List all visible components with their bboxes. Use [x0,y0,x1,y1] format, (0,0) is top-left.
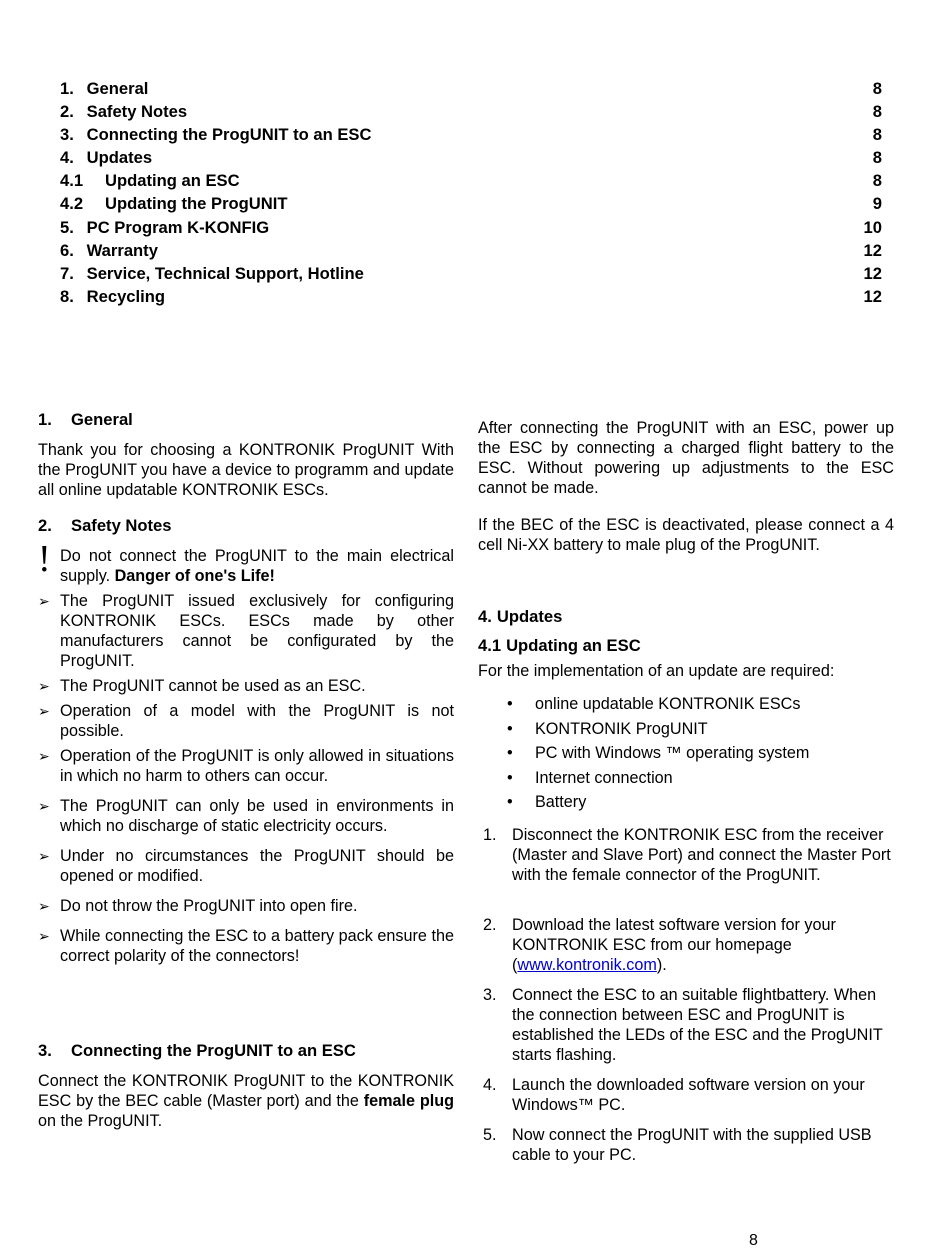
toc-entry[interactable] [60,239,882,262]
toc-page: 8 [872,102,882,122]
toc-page: 8 [872,148,882,168]
list-item [38,846,454,886]
list-item-text: PC with Windows ™ operating system [535,744,810,762]
step-number: 2. [483,916,497,934]
bullet-icon: • [507,744,513,762]
section-title: Updating an ESC [506,636,641,655]
list-item-text: KONTRONIK ProgUNIT [535,719,708,738]
safety-warning [38,538,454,586]
list-item-text: The ProgUNIT cannot be used as an ESC. [60,677,366,695]
list-item [478,790,894,815]
list-item [38,896,454,916]
section-heading-updates [478,607,894,627]
toc-number: 4. [60,148,74,168]
toc-title: Service, Technical Support, Hotline [86,263,364,283]
section-heading-connecting [38,1041,454,1061]
table-of-contents [60,77,882,308]
list-item-text: The ProgUNIT can only be used in environments in which no discharge of static electricity occurs. [60,797,454,835]
toc-title: PC Program K-KONFIG [86,217,270,237]
toc-entry[interactable] [60,262,882,285]
section-title: General [71,410,133,429]
exclamation-icon: ! [38,538,51,580]
toc-page: 12 [863,240,882,260]
list-item [478,766,894,791]
toc-title: Updating an ESC [105,171,240,191]
toc-number: 8. [60,286,74,306]
arrow-bullet-icon: ➢ [38,928,50,944]
toc-entry[interactable] [60,192,882,215]
connecting-paragraph [38,1071,454,1131]
list-item-text: online updatable KONTRONIK ESCs [535,695,801,713]
toc-entry[interactable] [60,146,882,169]
list-item [38,701,454,741]
step-text: Download the latest software version for your KONTRONIK ESC from our homepage ( [512,916,836,974]
connecting-text: on the ProgUNIT. [38,1112,163,1130]
section-title: Updates [496,607,563,626]
toc-number: 6. [60,240,74,260]
toc-title: General [86,79,149,98]
connecting-text: Connect the KONTRONIK ProgUNIT to the KONTRONIK ESC by the BEC cable (Master port) and the [38,1072,454,1110]
toc-entry[interactable] [60,285,882,308]
toc-title: Connecting the ProgUNIT to an ESC [86,125,372,145]
toc-number: 1. [60,79,74,98]
list-item-text: The ProgUNIT issued exclusively for configuring KONTRONIK ESCs. ESCs made by other manufacturers cannot be configurated by the ProgUNIT. [60,592,454,670]
toc-page: 8 [872,171,882,191]
step-text: ). [656,956,667,974]
section-title: Connecting the ProgUNIT to an ESC [71,1041,356,1060]
list-item [38,796,454,836]
subsection-heading-updating-esc [478,636,894,656]
toc-number: 4.1 [60,171,84,191]
toc-page: 8 [872,79,882,98]
toc-page: 10 [863,217,882,237]
step-number: 1. [483,826,497,844]
warning-emphasis: Danger of one's Life! [114,567,275,585]
step-text: Disconnect the KONTRONIK ESC from the receiver (Master and Slave Port) and connect the Master Port with the female connector of the ProgUNIT. [512,826,891,884]
connecting-emphasis: female plug [363,1092,455,1110]
step-text: Connect the ESC to an suitable flightbattery. When the connection between ESC and ProgUNIT is established the LEDs of the ESC and the ProgUNIT starts flashing. [512,986,883,1064]
update-step [478,1075,894,1115]
bullet-icon: • [507,695,513,713]
list-item [38,926,454,966]
toc-title: Updating the ProgUNIT [105,194,288,214]
toc-page: 9 [872,194,882,214]
list-item-text: Under no circumstances the ProgUNIT should be opened or modified. [60,847,454,885]
list-item-text: Do not throw the ProgUNIT into open fire. [60,897,358,915]
arrow-bullet-icon: ➢ [38,898,50,914]
arrow-bullet-icon: ➢ [38,678,50,694]
step-number: 4. [483,1076,497,1094]
section-heading-safety [38,516,454,536]
toc-number: 4.2 [60,194,84,214]
toc-entry[interactable] [60,100,882,123]
arrow-bullet-icon: ➢ [38,703,50,719]
section-number: 4. [478,607,492,626]
toc-entry[interactable] [60,216,882,239]
section-number: 2. [38,516,52,535]
bullet-icon: • [507,768,513,787]
list-item [478,692,894,717]
list-item [38,591,454,671]
list-item-text: Operation of the ProgUNIT is only allowed in situations in which no harm to others can occur. [60,747,454,785]
arrow-bullet-icon: ➢ [38,593,50,609]
power-up-paragraph: After connecting the ProgUNIT with an ESC, power up the ESC by connecting a charged flight battery to the ESC. Without powering up adjustments to the ESC cannot be made. [478,419,894,497]
bullet-icon: • [507,719,513,738]
step-text: Launch the downloaded software version on your Windows™ PC. [512,1076,865,1114]
update-step [478,985,894,1065]
list-item [478,741,894,766]
bullet-icon: • [507,793,513,811]
section-title: Safety Notes [71,516,172,535]
update-step [478,915,894,975]
update-step [478,825,894,885]
toc-number: 7. [60,263,74,283]
section-heading-general [38,410,454,430]
toc-page: 12 [863,263,882,283]
requirements-intro: For the implementation of an update are required: [478,662,835,680]
toc-number: 3. [60,125,74,145]
list-item-text: While connecting the ESC to a battery pack ensure the correct polarity of the connectors! [60,927,454,965]
toc-title: Warranty [86,240,158,260]
section-number: 1. [38,410,52,429]
step-text: Now connect the ProgUNIT with the supplied USB cable to your PC. [512,1126,872,1164]
list-item [38,746,454,786]
list-item-text: Internet connection [535,768,673,787]
arrow-bullet-icon: ➢ [38,748,50,764]
toc-entry[interactable] [60,123,882,146]
list-item [38,676,454,696]
toc-entry[interactable] [60,77,882,100]
general-paragraph: Thank you for choosing a KONTRONIK ProgUNIT With the ProgUNIT you have a device to programm and update all online updatable KONTRONIK ESCs. [38,441,454,499]
toc-title: Updates [86,148,153,168]
toc-page: 12 [863,286,882,306]
bec-paragraph: If the BEC of the ESC is deactivated, please connect a 4 cell Ni-XX battery to male plug of the ProgUNIT. [478,516,894,554]
step-number: 3. [483,986,497,1004]
list-item [478,717,894,742]
section-number: 3. [38,1041,52,1060]
step-number: 5. [483,1126,497,1144]
list-item-text: Operation of a model with the ProgUNIT is not possible. [60,702,454,740]
arrow-bullet-icon: ➢ [38,798,50,814]
update-step [478,1125,894,1165]
toc-page: 8 [872,125,882,145]
toc-title: Safety Notes [86,102,188,122]
toc-number: 5. [60,217,74,237]
section-number: 4.1 [478,636,502,655]
homepage-link[interactable]: www.kontronik.com [517,956,657,974]
arrow-bullet-icon: ➢ [38,848,50,864]
warning-text: Do not connect the ProgUNIT to the main electrical supply. [60,547,454,585]
toc-title: Recycling [86,286,166,306]
toc-number: 2. [60,102,74,122]
toc-entry[interactable] [60,169,882,192]
list-item-text: Battery [535,793,587,811]
page-number: 8 [749,1232,758,1249]
